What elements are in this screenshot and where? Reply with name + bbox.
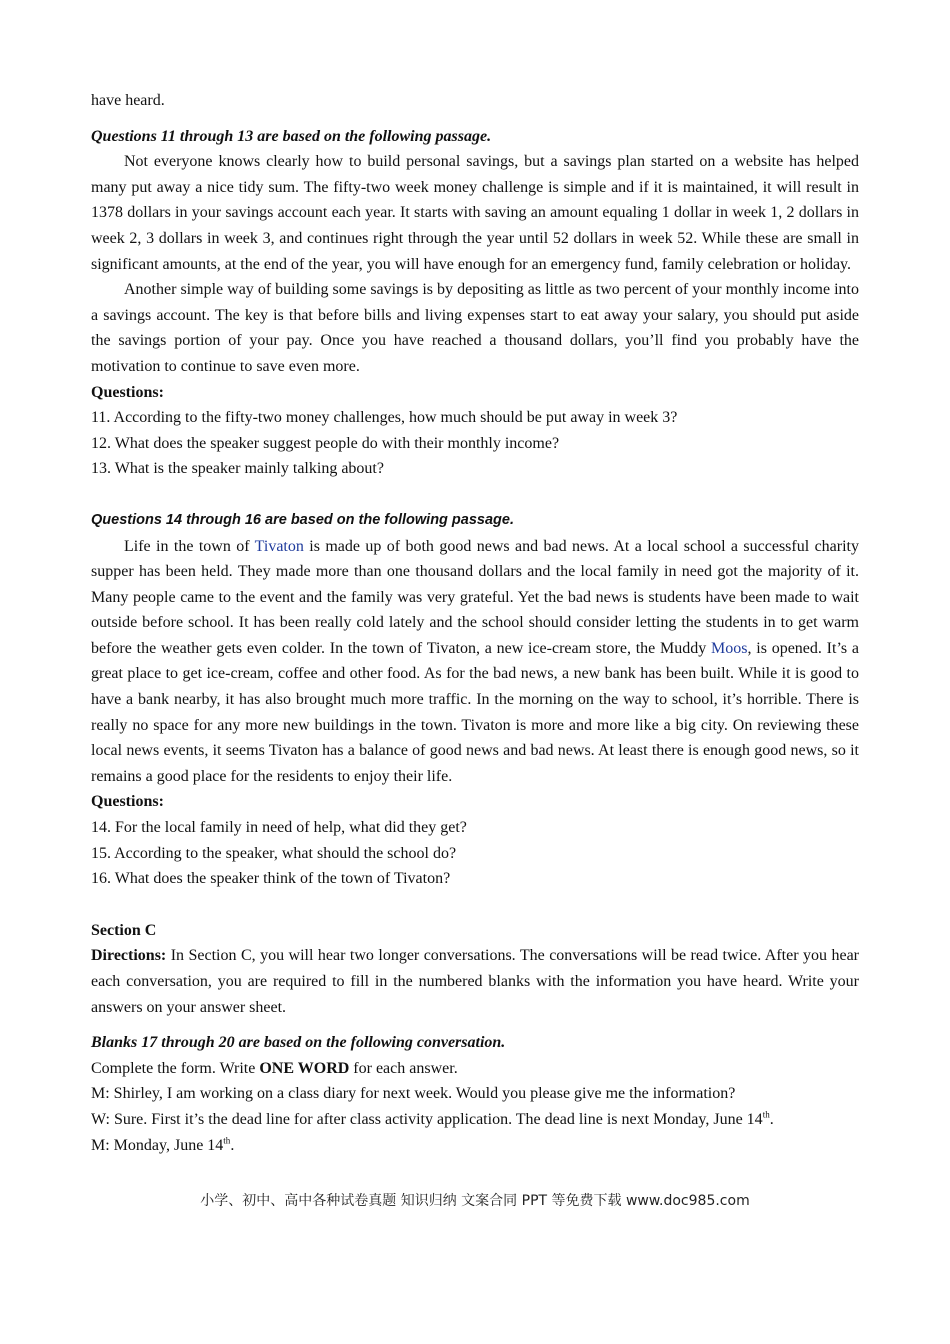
passage-b-text-end: , is opened. It’s a great place to get ice-cream, coffee and other food. As for the bad news, a new bank has been built. While it is good to have a bank nearby, it has also brought much more traffic. In the morning on the way to school, it’s horrible. There is really no space for any more new buildings in the town. Tivaton is more and more like a big city. On reviewing these local news events, it seems Tivaton has a balance of good news and bad news. At least there is enough good news, so it remains a good place for the residents to enjoy their life. xyxy=(91,639,859,785)
passage-b-text-mid: is made up of both good news and bad news. At a local school a successful charity supper has been held. They made more than one thousand dollars and the local family in need got the majority of it. Many people came to the event and the family was very grateful. Yet the bad news is students have been made to wait outside before school. It has been really cold lately and the school should consider letting the students in to get warm before the weather gets even colder. In the town of Tivaton, a new ice-cream store, the Muddy xyxy=(91,537,859,657)
page-footer: 小学、初中、高中各种试卷真题 知识归纳 文案合同 PPT 等免费下载 www.doc985.com xyxy=(200,1193,750,1209)
passage-b-questions-label: Questions: xyxy=(91,793,164,811)
directions-label: Directions: xyxy=(91,947,167,965)
intro-fragment: have heard. xyxy=(91,92,165,109)
directions-text: In Section C, you will hear two longer conversations. The conversations will be read twice. After you hear each conversation, you are required to fill in the numbered blanks with the information you have heard. Write your answers on your answer sheet. xyxy=(91,947,859,1016)
passage-a-questions-label: Questions: xyxy=(91,383,164,401)
question-11: 11. According to the fifty-two money challenges, how much should be put away in week 3? xyxy=(91,409,678,427)
dialogue-line-2-text: W: Sure. First it’s the dead line for after class activity application. The dead line is next Monday, June 14 xyxy=(91,1110,763,1128)
dialogue-line-3-sup: th xyxy=(223,1135,231,1146)
tivaton-link[interactable]: Tivaton xyxy=(254,537,304,555)
dialogue-line-3 xyxy=(91,1133,859,1159)
dialogue-line-3-text: M: Monday, June 14 xyxy=(91,1136,224,1154)
question-13: 13. What is the speaker mainly talking about? xyxy=(91,460,384,478)
question-12: 12. What does the speaker suggest people do with their monthly income? xyxy=(91,434,560,452)
question-16: 16. What does the speaker think of the town of Tivaton? xyxy=(91,870,451,888)
passage-a-heading: Questions 11 through 13 are based on the following passage. xyxy=(91,127,492,145)
passage-b-paragraph-1 xyxy=(91,534,859,790)
passage-a-paragraph-1: Not everyone knows clearly how to build personal savings, but a savings plan started on a website has helped many put away a nice tidy sum. The fifty-two week money challenge is simple and if it is maintained, it will result in 1378 dollars in your savings account each year. It starts with saving an amount equaling 1 dollar in week 1, 2 dollars in week 2, 3 dollars in week 3, and continues right through the year until 52 dollars in week 52. While these are small in significant amounts, at the end of the year, you will have enough for an emergency fund, family celebration or holiday. xyxy=(91,153,859,273)
passage-b-heading: Questions 14 through 16 are based on the following passage. xyxy=(91,511,514,528)
section-c-directions xyxy=(91,943,859,1020)
instruction-before: Complete the form. Write xyxy=(91,1059,260,1077)
instruction-bold: ONE WORD xyxy=(259,1059,350,1077)
dialogue-line-2 xyxy=(91,1107,859,1133)
question-14: 14. For the local family in need of help, what did they get? xyxy=(91,819,467,837)
passage-a-paragraph-2: Another simple way of building some savings is by depositing as little as two percent of your monthly income into a savings account. The key is that before bills and living expenses start to eat away your salary, you should put aside the savings portion of your pay. Once you have reached a thousand dollars, you’ll find you probably have the motivation to continue to save even more. xyxy=(91,281,859,375)
moos-link[interactable]: Moos xyxy=(711,639,748,657)
passage-b-text-start: Life in the town of xyxy=(124,537,255,555)
instruction-after: for each answer. xyxy=(349,1059,458,1077)
dialogue-line-2-sup: th xyxy=(762,1109,770,1120)
form-instruction xyxy=(91,1056,859,1082)
dialogue-line-3-end: . xyxy=(230,1136,235,1154)
document-body xyxy=(91,88,859,1158)
dialogue-line-1: M: Shirley, I am working on a class diary for next week. Would you please give me the information? xyxy=(91,1085,736,1103)
question-15: 15. According to the speaker, what should the school do? xyxy=(91,844,457,862)
blanks-heading: Blanks 17 through 20 are based on the following conversation. xyxy=(91,1034,506,1052)
section-c-title: Section C xyxy=(91,921,157,939)
dialogue-line-2-end: . xyxy=(769,1110,774,1128)
